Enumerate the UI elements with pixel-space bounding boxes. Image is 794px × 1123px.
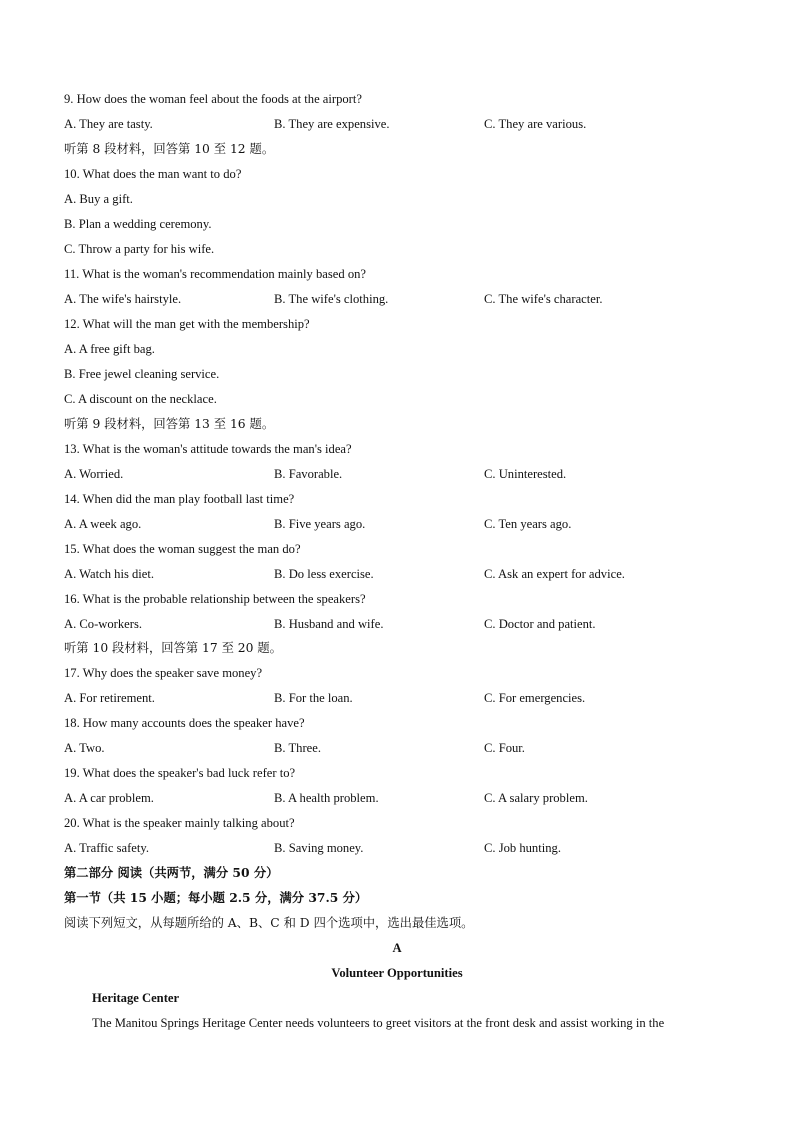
question-11-option-c: C. The wife's character. bbox=[484, 292, 603, 306]
question-19-option-a: A. A car problem. bbox=[64, 791, 154, 805]
question-14-option-a: A. A week ago. bbox=[64, 517, 142, 531]
question-11-option-b: B. The wife's clothing. bbox=[274, 292, 389, 306]
question-19-option-c: C. A salary problem. bbox=[484, 791, 588, 805]
question-10-option-b: B. Plan a wedding ceremony. bbox=[64, 217, 212, 231]
question-18-option-a: A. Two. bbox=[64, 741, 105, 755]
question-10-option-c: C. Throw a party for his wife. bbox=[64, 242, 215, 256]
passage-letter: A bbox=[392, 941, 402, 955]
question-12-option-c: C. A discount on the necklace. bbox=[64, 392, 217, 406]
question-11-stem: 11. What is the woman's recommendation mainly based on? bbox=[64, 267, 366, 281]
section-instruction-8: 听第 8 段材料，回答第 10 至 12 题。 bbox=[64, 142, 275, 156]
question-12-stem: 12. What will the man get with the membership? bbox=[64, 317, 310, 331]
question-19-stem: 19. What does the speaker's bad luck refer to? bbox=[64, 766, 296, 780]
question-11-option-a: A. The wife's hairstyle. bbox=[64, 292, 182, 306]
question-17-option-c: C. For emergencies. bbox=[484, 691, 586, 705]
question-18-stem: 18. How many accounts does the speaker have? bbox=[64, 716, 305, 730]
question-14-option-b: B. Five years ago. bbox=[274, 517, 366, 531]
question-9-stem: 9. How does the woman feel about the foods at the airport? bbox=[64, 92, 362, 106]
question-13-option-c: C. Uninterested. bbox=[484, 467, 567, 481]
passage-title: Volunteer Opportunities bbox=[331, 966, 463, 980]
question-9-option-b: B. They are expensive. bbox=[274, 117, 390, 131]
reading-instruction: 阅读下列短文，从每题所给的 A、B、C 和 D 四个选项中，选出最佳选项。 bbox=[64, 916, 474, 930]
question-18-option-b: B. Three. bbox=[274, 741, 321, 755]
question-15-option-c: C. Ask an expert for advice. bbox=[484, 567, 625, 581]
question-15-option-a: A. Watch his diet. bbox=[64, 567, 155, 581]
question-12-option-a: A. A free gift bag. bbox=[64, 342, 155, 356]
question-15-stem: 15. What does the woman suggest the man do? bbox=[64, 542, 301, 556]
question-20-option-a: A. Traffic safety. bbox=[64, 841, 149, 855]
question-13-option-b: B. Favorable. bbox=[274, 467, 343, 481]
passage-subheading: Heritage Center bbox=[92, 991, 180, 1005]
question-16-stem: 16. What is the probable relationship between the speakers? bbox=[64, 592, 366, 606]
question-9-option-a: A. They are tasty. bbox=[64, 117, 153, 131]
question-10-stem: 10. What does the man want to do? bbox=[64, 167, 242, 181]
question-20-option-c: C. Job hunting. bbox=[484, 841, 561, 855]
question-9-option-c: C. They are various. bbox=[484, 117, 587, 131]
question-15-option-b: B. Do less exercise. bbox=[274, 567, 374, 581]
question-17-stem: 17. Why does the speaker save money? bbox=[64, 666, 263, 680]
section-1-heading: 第一节（共 15 小题；每小题 2.5 分，满分 37.5 分） bbox=[64, 890, 368, 905]
question-16-option-c: C. Doctor and patient. bbox=[484, 617, 596, 631]
question-17-option-b: B. For the loan. bbox=[274, 691, 353, 705]
section-instruction-10: 听第 10 段材料，回答第 17 至 20 题。 bbox=[64, 641, 282, 655]
question-13-option-a: A. Worried. bbox=[64, 467, 124, 481]
question-13-stem: 13. What is the woman's attitude towards the man's idea? bbox=[64, 442, 352, 456]
question-14-option-c: C. Ten years ago. bbox=[484, 517, 572, 531]
question-20-stem: 20. What is the speaker mainly talking about? bbox=[64, 816, 295, 830]
question-12-option-b: B. Free jewel cleaning service. bbox=[64, 367, 220, 381]
question-16-option-a: A. Co-workers. bbox=[64, 617, 142, 631]
question-19-option-b: B. A health problem. bbox=[274, 791, 379, 805]
question-14-stem: 14. When did the man play football last time? bbox=[64, 492, 295, 506]
passage-paragraph: The Manitou Springs Heritage Center needs volunteers to greet visitors at the front desk and assist working in the bbox=[92, 1016, 665, 1030]
part-2-heading: 第二部分 阅读（共两节，满分 50 分） bbox=[64, 865, 279, 880]
question-20-option-b: B. Saving money. bbox=[274, 841, 364, 855]
question-18-option-c: C. Four. bbox=[484, 741, 525, 755]
question-10-option-a: A. Buy a gift. bbox=[64, 192, 133, 206]
section-instruction-9: 听第 9 段材料，回答第 13 至 16 题。 bbox=[64, 417, 275, 431]
question-16-option-b: B. Husband and wife. bbox=[274, 617, 384, 631]
question-17-option-a: A. For retirement. bbox=[64, 691, 155, 705]
